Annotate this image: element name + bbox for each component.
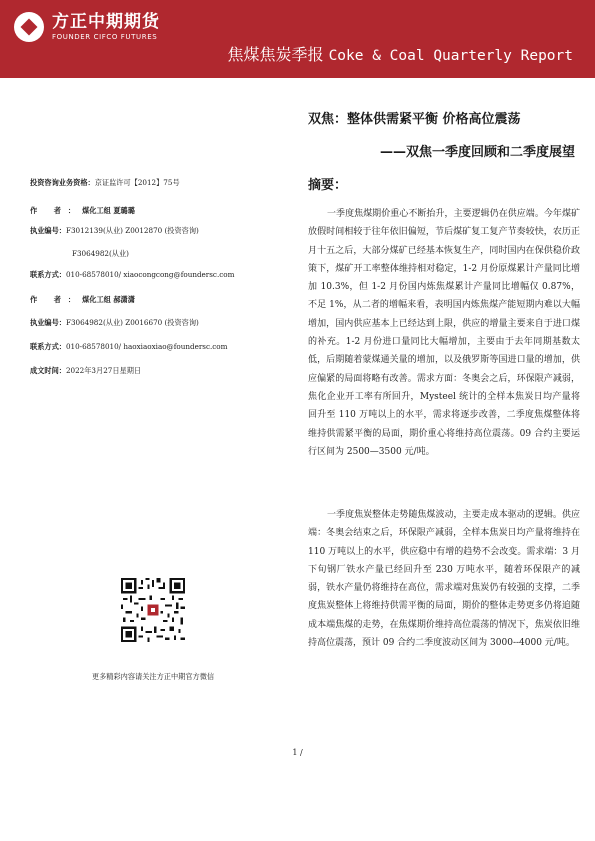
author1-line: 作 者：煤化工组 夏璐璐 [30,206,135,215]
article-title: 双焦：整体供需紧平衡 价格高位震荡 [308,112,521,127]
date-value: 2022年3月27日星期日 [65,366,142,375]
author1-license-line-2: F3064982(从业) [72,249,129,258]
qr-caption: 更多精彩内容请关注方正中期官方微信 [91,672,215,681]
author2-license-line: 执业编号：F3064982(从业) Z0016670 (投资咨询) [30,318,199,327]
author1-contact-line: 联系方式：010-68578010/ xiaocongcong@foundersc.com [30,270,235,279]
qr-code-icon [121,578,185,642]
author2-line: 作 者：煤化工组 郝潇潇 [30,295,135,304]
brand-name-cn: 方正中期期货 [52,11,160,32]
report-title [227,44,573,67]
author2-contact-line: 联系方式：010-68578010/ haoxiaoxiao@foundersc.com [30,342,228,351]
brand-name-en: FOUNDER CIFCO FUTURES [52,32,158,41]
report-title-en: Coke & Coal Quarterly Report [328,48,573,64]
abstract-paragraph-coking-coal: 一季度焦煤期价重心不断抬升，主要逻辑仍在供应端。今年煤矿放假时间相较于往年依旧偏短，节后煤矿复工复产节奏较快，农历正月十五之后，大部分煤矿已经基本恢复生产，同时国内在保供稳价政策下，煤矿开工率整体维持相对稳定，1-2 月份原煤累计产量同比增加 10.3%，但 1-2 月份国内炼焦煤累计产量同比增幅仅 0.87%，不足 1%，从二者的增幅来看，表明国内炼焦煤产能短期内难以大幅增加，国内供应基本上已经达到上限，供应的增量主要来自于进口煤的补充。1-2 月份进口量同比大幅增加，主要由于去年同期基数太低，后期随着蒙煤通关量的增加，以及俄罗斯等国进口量的增加，供应偏紧的局面将略有改善。需求方面：冬奥会之后，环保限产减弱，焦化企业开工率有所回升，Mysteel 统计的全样本焦炭日均产量将回升至 110 万吨以上的水平，需求将逐步改善，二季度焦煤整体将维持供需紧平衡的局面，期价重心将维持高位震荡。09 合约主要运行区间为 2500—3500 元/吨。 [308,209,580,457]
brand-logo-icon [14,12,44,42]
page-number: 1 / [292,748,303,757]
author2-name: 煤化工组 郝潇潇 [82,295,135,304]
author2-contact[interactable]: 010-68578010/ haoxiaoxiao@foundersc.com [65,342,228,351]
qualification-value: 京证监许可【2012】75号 [94,178,180,187]
article-subtitle: ——双焦一季度回顾和二季度展望 [379,145,575,160]
abstract-heading: 摘要： [308,178,348,193]
author2-license: F3064982(从业) Z0016670 (投资咨询) [65,318,199,327]
wechat-qr-code[interactable] [121,578,185,642]
qualification-line: 投资咨询业务资格：京证监许可【2012】75号 [30,178,180,187]
author1-name: 煤化工组 夏璐璐 [82,206,135,215]
report-title-cn: 焦煤焦炭季报 [227,45,324,64]
author1-license: F3012139(从业) Z0012870 (投资咨询) [65,226,199,235]
author1-contact[interactable]: 010-68578010/ xiaocongcong@foundersc.com [65,270,235,279]
header-banner [0,0,595,78]
date-line: 成文时间：2022年3月27日星期日 [30,366,142,375]
brand-logo[interactable] [14,8,160,46]
abstract-paragraph-coke: 一季度焦炭整体走势随焦煤波动，主要走成本驱动的逻辑。供应端：冬奥会结束之后，环保限产减弱，全样本焦炭日均产量将维持在 110 万吨以上的水平，供应稳中有增的趋势不会改变。需求端：3 月下旬钢厂铁水产量已经回升至 230 万吨水平，随着环保限产的减弱，铁水产量仍将维持在高位，需求端对焦炭仍有较强的支撑，二季度焦炭整体上将维持供需平衡的局面，期价的整体走势更多仍将追随成本端焦煤的走势，在焦煤期价维持高位震荡的情况下，焦炭依旧维持高位震荡，预计 09 合约二季度波动区间为 3000--4000 元/吨。 [308,510,580,649]
author1-license-line: 执业编号：F3012139(从业) Z0012870 (投资咨询) [30,226,199,235]
